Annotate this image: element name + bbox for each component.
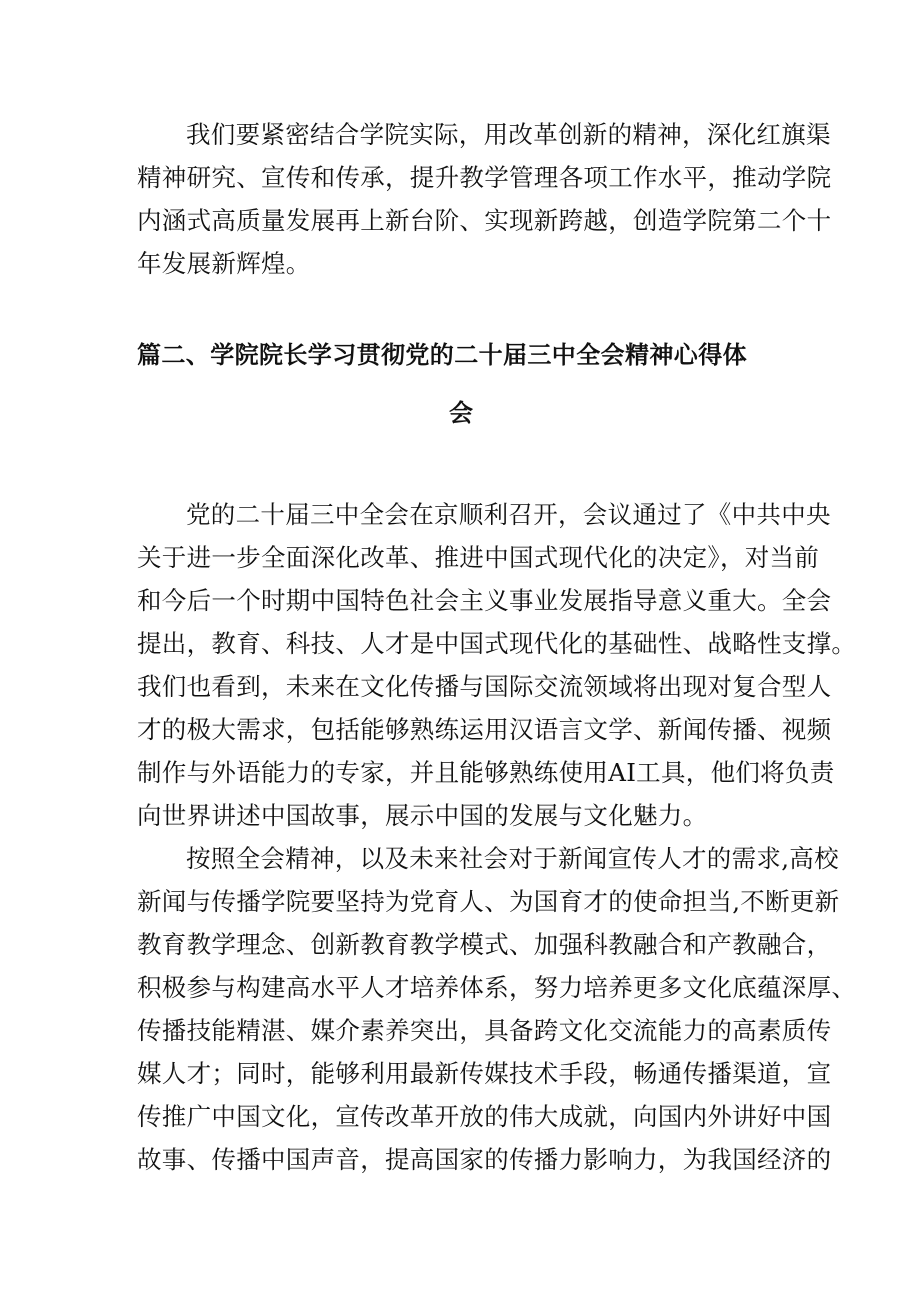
section-heading: 篇二、学院院长学习贯彻党的二十届三中全会精神心得体 <box>137 341 747 369</box>
paragraph-line: 才的极大需求，包括能够熟练运用汉语言文学、新闻传播、视频 <box>137 715 832 744</box>
paragraph-line: 我们要紧密结合学院实际，用改革创新的精神，深化红旗渠 <box>186 120 831 149</box>
paragraph-line: 传推广中国文化，宣传改革开放的伟大成就，向国内外讲好中国 <box>137 1102 832 1131</box>
section-heading-continuation: 会 <box>449 399 474 427</box>
paragraph-line: 故事、传播中国声音，提高国家的传播力影响力，为我国经济的 <box>137 1145 832 1174</box>
paragraph-line: 精神研究、宣传和传承，提升教学管理各项工作水平，推动学院 <box>137 163 832 192</box>
paragraph-line: 教育教学理念、创新教育教学模式、加强科教融合和产教融合， <box>137 930 832 959</box>
paragraph-line: 和今后一个时期中国特色社会主义事业发展指导意义重大。全会 <box>137 586 832 615</box>
paragraph-line: 年发展新辉煌。 <box>137 249 311 278</box>
paragraph-line: 党的二十届三中全会在京顺利召开，会议通过了《中共中央 <box>186 500 831 529</box>
paragraph-line: 内涵式高质量发展再上新台阶、实现新跨越，创造学院第二个十 <box>137 206 832 235</box>
paragraph-line: 我们也看到，未来在文化传播与国际交流领域将出现对复合型人 <box>137 672 832 701</box>
paragraph-line: 按照全会精神，以及未来社会对于新闻宣传人才的需求,高校 <box>186 844 839 873</box>
paragraph-line: 关于进一步全面深化改革、推进中国式现代化的决定》，对当前 <box>137 543 820 572</box>
paragraph-line: 制作与外语能力的专家，并且能够熟练使用AI工具，他们将负责 <box>137 758 835 787</box>
paragraph-line: 提出，教育、科技、人才是中国式现代化的基础性、战略性支撑。 <box>137 629 857 658</box>
paragraph-line: 媒人才；同时，能够利用最新传媒技术手段，畅通传播渠道，宣 <box>137 1059 832 1088</box>
paragraph-line: 新闻与传播学院要坚持为党育人、为国育才的使命担当,不断更新 <box>137 887 840 916</box>
paragraph-line: 积极参与构建高水平人才培养体系，努力培养更多文化底蕴深厚、 <box>137 973 857 1002</box>
paragraph-line: 向世界讲述中国故事，展示中国的发展与文化魅力。 <box>137 801 708 830</box>
paragraph-line: 传播技能精湛、媒介素养突出，具备跨文化交流能力的高素质传 <box>137 1016 832 1045</box>
